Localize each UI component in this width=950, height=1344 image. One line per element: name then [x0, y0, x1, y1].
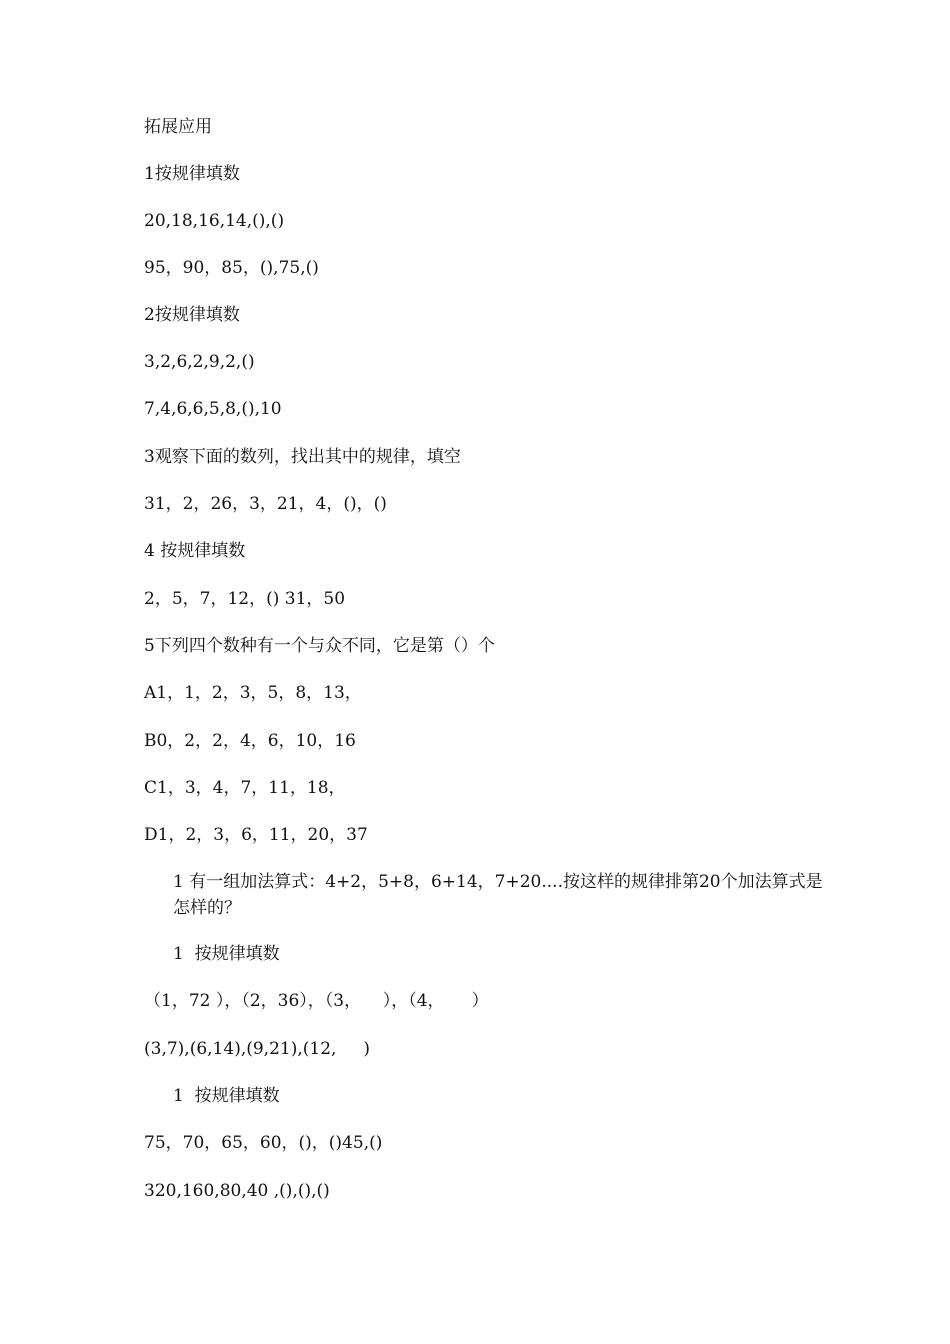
- question-2-sequence-a: 3,2,6,2,9,2,(): [144, 352, 255, 372]
- question-3-sequence: 31，2，26，3，21，4，()，(): [144, 494, 387, 514]
- question-1-sequence-b: 95，90，85，(),75,(): [144, 258, 319, 278]
- option-b: B0，2，2，4，6，10，16: [144, 731, 356, 751]
- option-a: A1，1，2，3，5，8，13，: [144, 683, 362, 703]
- question-2-title: 2按规律填数: [144, 305, 240, 325]
- pair-sequence-b: (3,7),(6,14),(9,21),(12, ): [144, 1039, 371, 1059]
- option-c: C1，3，4，7，11，18，: [144, 778, 346, 798]
- question-5-title: 5下列四个数种有一个与众不同，它是第（）个: [144, 636, 495, 656]
- question-4-title: 4 按规律填数: [144, 541, 246, 561]
- sequence-subtract-five: 75，70，65，60，()，()45,(): [144, 1133, 383, 1153]
- question-1-sequence-a: 20,18,16,14,(),(): [144, 211, 285, 231]
- question-4-sequence: 2，5，7，12，() 31，50: [144, 589, 346, 609]
- sequence-halving: 320,160,80,40 ,(),(),(): [144, 1181, 330, 1201]
- option-d: D1，2，3，6，11，20，37: [144, 825, 368, 845]
- question-1-title: 1按规律填数: [144, 164, 240, 184]
- pair-sequence-a: （1，72 ），（2，36），（3， ），（4， ）: [144, 991, 489, 1011]
- question-3-title: 3观察下面的数列，找出其中的规律，填空: [144, 447, 461, 467]
- pattern-title-a: 1 按规律填数: [173, 944, 280, 964]
- pattern-title-b: 1 按规律填数: [173, 1086, 280, 1106]
- section-heading: 拓展应用: [144, 117, 212, 137]
- question-2-sequence-b: 7,4,6,6,5,8,(),10: [144, 399, 282, 419]
- addition-formula-question: 1 有一组加法算式：4+2，5+8，6+14，7+20....按这样的规律排第20个加法算式是怎样的？: [173, 872, 823, 918]
